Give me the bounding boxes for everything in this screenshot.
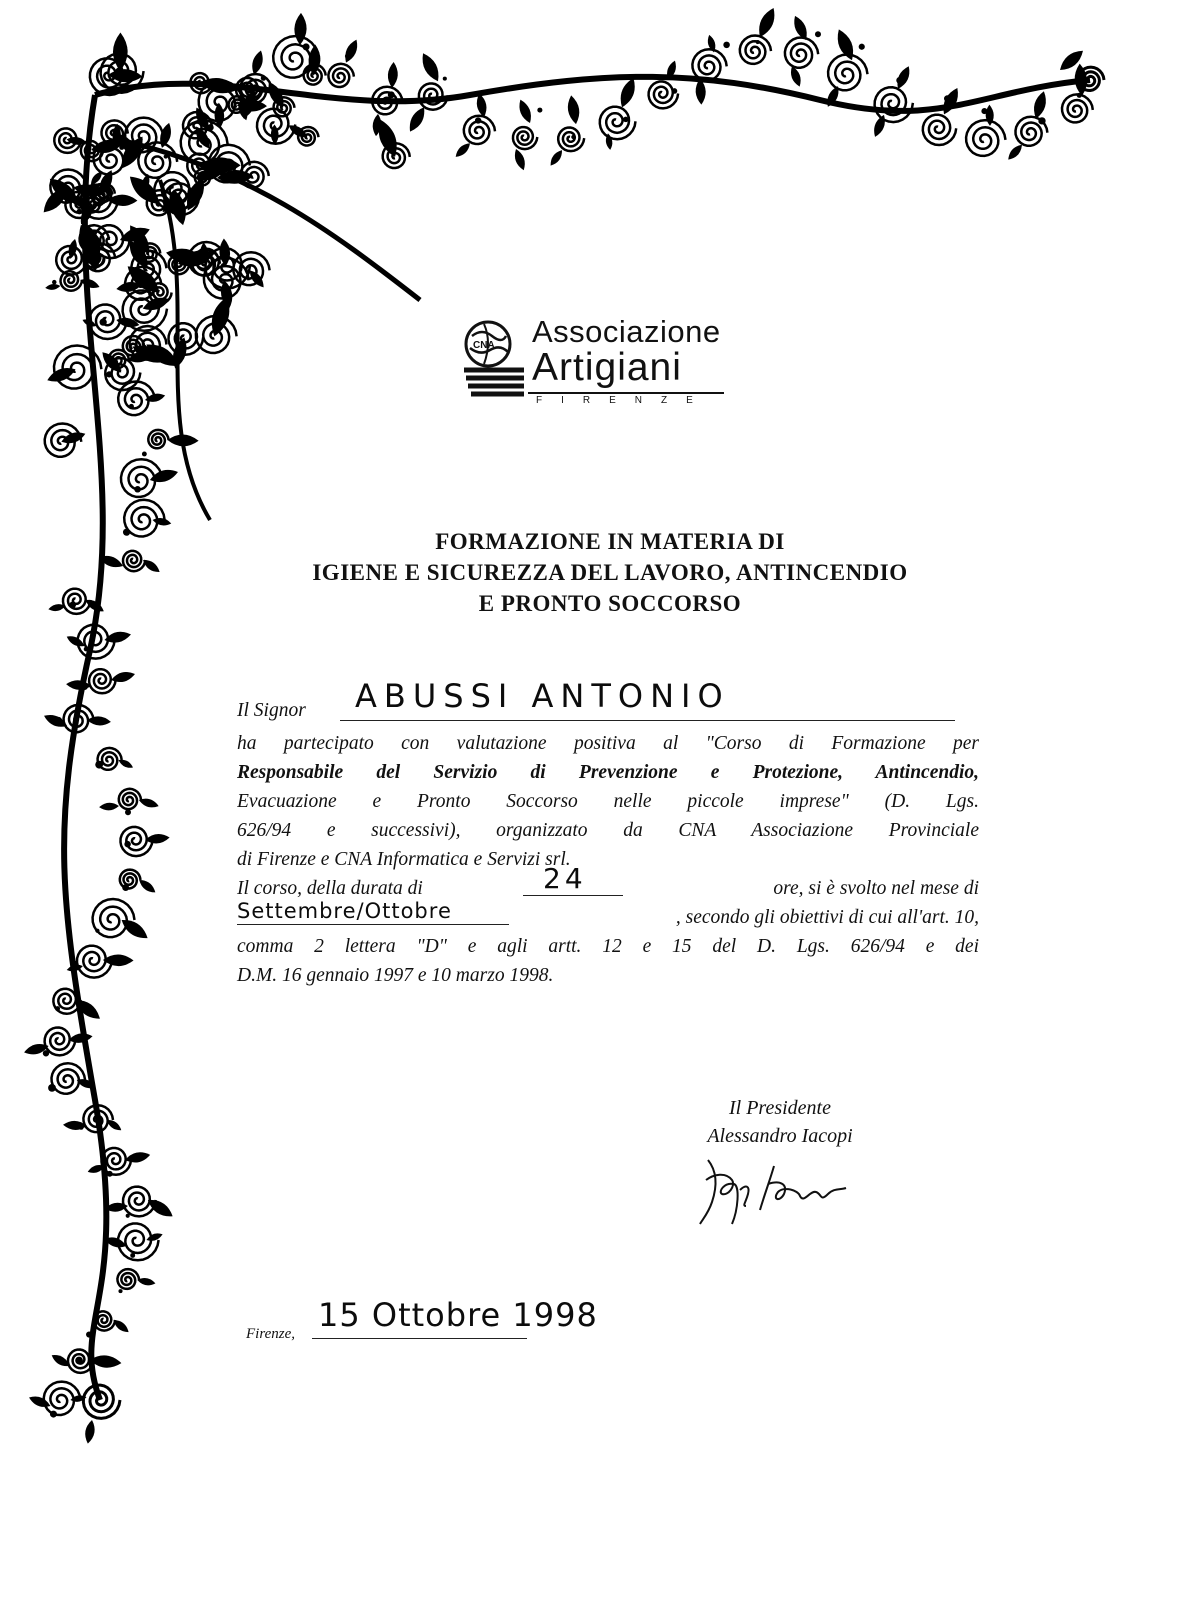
title-line-3: E PRONTO SOCCORSO	[478, 591, 742, 616]
logo-line-associazione: Associazione	[532, 314, 721, 349]
recipient-name-handwritten: ABUSSI ANTONIO	[355, 677, 730, 715]
body-line-3: Responsabile del Servizio di Prevenzione e Protezione, Antincendio,	[237, 762, 979, 783]
objectives-text: , secondo gli obiettivi di cui all'art. 10,	[675, 907, 979, 928]
certificate-title	[230, 526, 990, 619]
president-block	[670, 1094, 890, 1150]
signor-line	[237, 677, 979, 729]
body-line-6: di Firenze e CNA Informatica e Servizi srl.	[237, 849, 571, 870]
logo-line-firenze: FIRENZE	[536, 395, 712, 406]
name-underline	[340, 720, 955, 721]
title-line-2: IGIENE E SICUREZZA DEL LAVORO, ANTINCENDIO	[312, 560, 908, 585]
body-line-5: 626/94 e successivi), organizzato da CNA Associazione Provinciale	[237, 820, 979, 841]
certificate-body	[237, 677, 979, 990]
body-line-10: D.M. 16 gennaio 1997 e 10 marzo 1998.	[237, 965, 554, 986]
body-line-9: comma 2 lettera "D" e agli artt. 12 e 15 del D. Lgs. 626/94 e dei	[237, 936, 979, 957]
hours-underline	[523, 895, 623, 896]
months-handwritten: Settembre/Ottobre	[237, 899, 452, 923]
place-label: Firenze,	[246, 1326, 296, 1342]
president-name: Alessandro Iacopi	[707, 1125, 853, 1147]
signor-label: Il Signor	[237, 700, 306, 721]
place-date-line	[246, 1326, 295, 1343]
body-line-8	[237, 899, 979, 932]
globe-logo-icon	[458, 306, 524, 406]
president-signature	[688, 1150, 858, 1230]
duration-label: Il corso, della durata di	[237, 878, 423, 899]
body-line-2: ha partecipato con valutazione positiva al "Corso di Formazione per	[237, 733, 979, 754]
duration-suffix: ore, si è svolto nel mese di	[773, 878, 979, 899]
body-line-4: Evacuazione e Pronto Soccorso nelle piccole imprese" (D. Lgs.	[237, 791, 979, 812]
logo-line-artigiani: Artigiani	[532, 346, 682, 389]
logo-mark-text: CNA	[473, 340, 495, 351]
date-underline	[312, 1338, 527, 1339]
association-logo	[458, 306, 758, 416]
hours-handwritten: 24	[543, 862, 587, 895]
president-title: Il Presidente	[728, 1097, 831, 1119]
date-handwritten: 15 Ottobre 1998	[318, 1296, 598, 1334]
logo-divider	[528, 392, 724, 394]
title-line-1: FORMAZIONE IN MATERIA DI	[435, 529, 785, 554]
